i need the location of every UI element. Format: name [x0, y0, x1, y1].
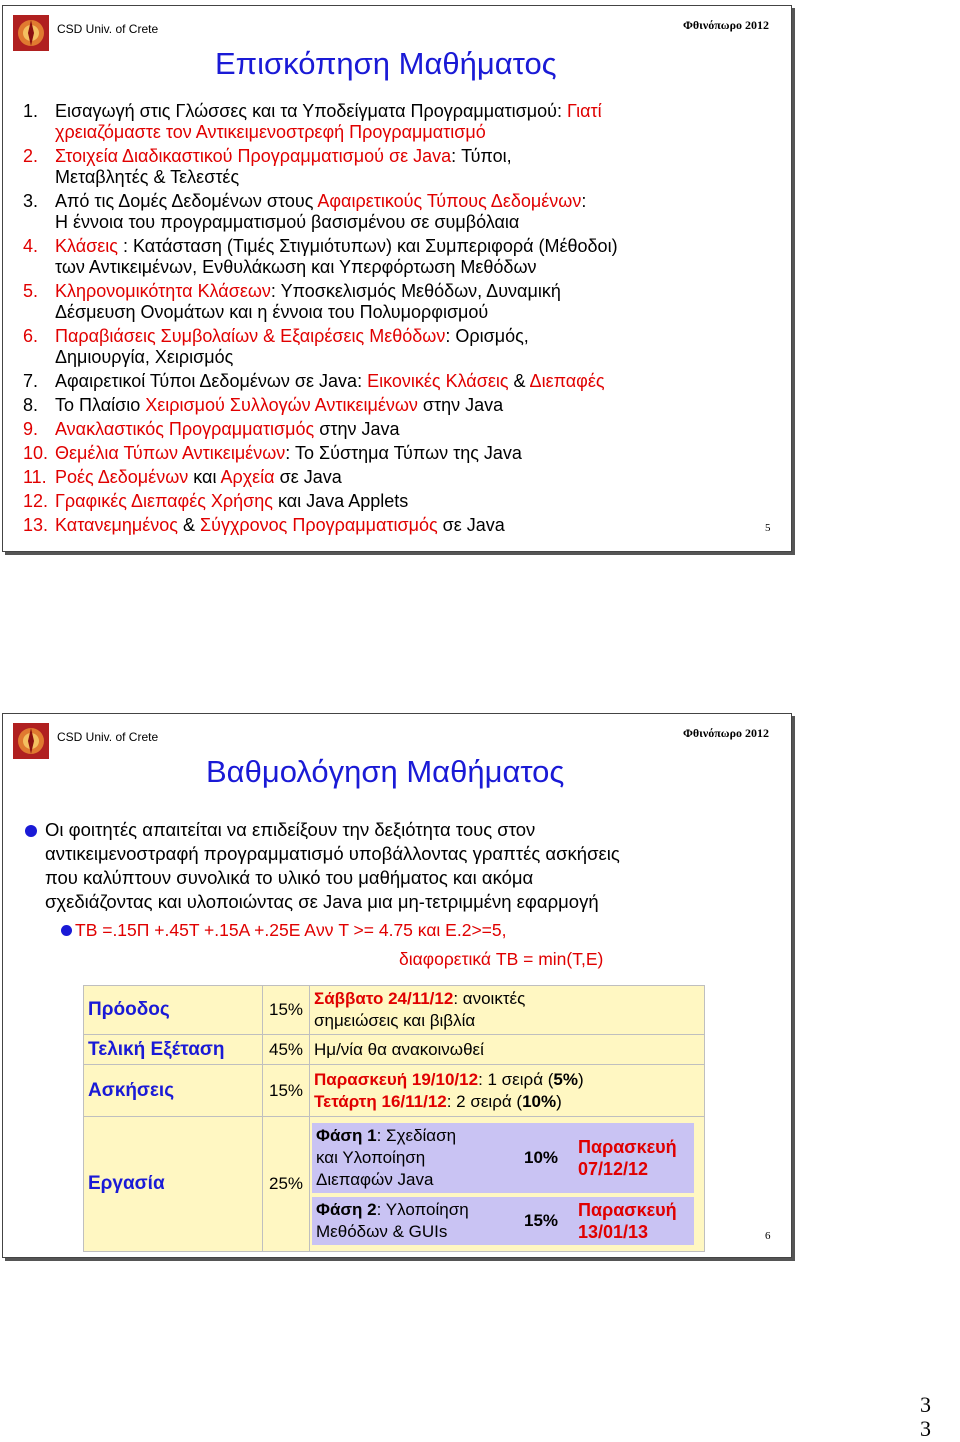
text-run: και: [188, 467, 221, 487]
phase-row: [312, 1123, 694, 1193]
text-run: Κληρονομικότητα Κλάσεων: [55, 281, 271, 301]
topic-number: 11.: [23, 467, 47, 487]
text-run: σε Java: [274, 467, 342, 487]
component-label: Εργασία: [84, 1117, 263, 1252]
slide-course-overview: [2, 5, 792, 552]
phase-line: [316, 1169, 516, 1191]
topic-text-line: [55, 101, 783, 122]
topic-number: 10.: [23, 443, 49, 463]
slide-number: 5: [765, 522, 771, 534]
text-run: : 2 σειρά (: [446, 1091, 523, 1111]
topic-item: [23, 146, 783, 188]
details-line: [314, 1039, 700, 1061]
bullet-icon: [61, 925, 72, 936]
topic-number: 5.: [23, 281, 39, 301]
component-details: [310, 1035, 705, 1065]
deadline-line: 13/01/13: [578, 1222, 649, 1242]
text-run: Το Πλαίσιο: [55, 395, 146, 415]
text-run: Γραφικές Διεπαφές Χρήσης: [55, 491, 273, 511]
topic-number: 1.: [23, 101, 39, 121]
phase-row: [312, 1197, 694, 1245]
table-row: [84, 1065, 705, 1117]
topic-item: [23, 443, 783, 464]
text-run: Μεθόδων & GUIs: [316, 1222, 448, 1241]
phase-line: [316, 1147, 516, 1169]
table-row: [84, 1035, 705, 1065]
text-run: Φάση 2: [316, 1200, 377, 1219]
topic-number: 13.: [23, 515, 49, 535]
text-run: : Υλοποίηση: [376, 1200, 469, 1219]
phase-line: [316, 1221, 516, 1243]
grade-formula-otherwise: διαφορετικά TB = min(T,E): [399, 949, 604, 969]
phase-line: [316, 1125, 516, 1147]
text-run: ): [578, 1069, 584, 1089]
text-run: Τετάρτη 16/11/12: [314, 1091, 447, 1111]
component-details: [310, 1065, 705, 1117]
phase-deadline: [574, 1123, 694, 1193]
component-weight: 15%: [263, 1065, 310, 1117]
topic-number: 4.: [23, 236, 39, 256]
deadline-line: Παρασκευή: [578, 1200, 677, 1220]
text-run: 5%: [553, 1069, 578, 1089]
text-run: και Java Applets: [272, 491, 409, 511]
table-row: [84, 1117, 705, 1252]
phase-line: [316, 1199, 516, 1221]
text-run: Ροές Δεδομένων: [55, 467, 189, 487]
topic-number: 6.: [23, 326, 39, 346]
phase-description: [312, 1197, 520, 1245]
text-run: Παρασκευή 19/10/12: [314, 1069, 479, 1089]
topic-text-line: [55, 236, 783, 257]
topic-item: [23, 281, 783, 323]
details-line: [314, 988, 700, 1010]
component-weight: 45%: [263, 1035, 310, 1065]
component-details: [310, 1117, 705, 1252]
topic-number: 8.: [23, 395, 39, 415]
text-run: Ανακλαστικός Προγραμματισμός: [55, 419, 315, 439]
header-institution: CSD Univ. of Crete: [57, 730, 159, 744]
header-semester: Φθινόπωρο 2012: [682, 18, 769, 32]
phases-table: [312, 1119, 694, 1249]
text-run: Διεπαφές: [529, 371, 605, 391]
text-run: Διεπαφών Java: [316, 1170, 434, 1189]
document-page-number-repeat: 3: [920, 1416, 931, 1441]
header-semester: Φθινόπωρο 2012: [682, 726, 769, 740]
text-run: : Το Σύστημα Τύπων της Java: [285, 443, 522, 463]
text-run: : Υποσκελισμός Μεθόδων, Δυναμική: [270, 281, 561, 301]
topic-text-line: [55, 467, 783, 488]
text-run: &: [177, 515, 200, 535]
topic-text-line: [55, 122, 783, 143]
slide-number: 6: [765, 1230, 771, 1242]
text-run: Θεμέλια Τύπων Αντικειμένων: [55, 443, 286, 463]
text-run: στην Java: [314, 419, 400, 439]
phase-weight: 15%: [520, 1197, 574, 1245]
component-weight: 15%: [263, 986, 310, 1035]
text-run: Δέσμευση Ονομάτων και η έννοια του Πολυμορφισμού: [55, 302, 489, 322]
text-run: Κλάσεις: [55, 236, 118, 256]
table-row: [84, 986, 705, 1035]
deadline-line: Παρασκευή: [578, 1137, 677, 1157]
topic-text-line: [55, 167, 783, 188]
text-run: :: [581, 191, 587, 211]
university-logo-icon: [13, 723, 49, 759]
text-run: Στοιχεία Διαδικαστικού Προγραμματισμού σε Java: [55, 146, 452, 166]
description-line: σχεδιάζοντας και υλοποιώντας σε Java μια μη-τετριμμένη εφαρμογή: [45, 891, 599, 912]
topic-text-line: [55, 212, 783, 233]
topic-text-line: [55, 302, 783, 323]
topic-text-line: [55, 491, 783, 512]
details-line: [314, 1091, 700, 1113]
text-run: Μεταβλητές & Τελεστές: [55, 167, 240, 187]
topic-item: [23, 515, 783, 536]
topic-item: [23, 491, 783, 512]
topic-number: 3.: [23, 191, 39, 211]
description-line: που καλύπτουν συνολικά το υλικό του μαθήματος και ακόμα: [45, 867, 534, 888]
topic-text-line: [55, 347, 783, 368]
topic-number: 7.: [23, 371, 39, 391]
course-topics-list: [23, 101, 783, 539]
topic-item: [23, 395, 783, 416]
text-run: Δημιουργία, Χειρισμός: [55, 347, 234, 367]
text-run: ): [556, 1091, 562, 1111]
topic-item: [23, 191, 783, 233]
university-logo-icon: [13, 15, 49, 51]
topic-item: [23, 101, 783, 143]
topic-text-line: [55, 257, 783, 278]
text-run: Φάση 1: [316, 1126, 377, 1145]
topic-number: 2.: [23, 146, 39, 166]
bullet-icon: [25, 825, 37, 837]
component-label: Τελική Εξέταση: [84, 1035, 263, 1065]
grading-description: [45, 818, 785, 914]
component-details: [310, 986, 705, 1035]
text-run: : Τύποι,: [451, 146, 512, 166]
topic-number: 12.: [23, 491, 49, 511]
component-weight: 25%: [263, 1117, 310, 1252]
text-run: Από τις Δομές Δεδομένων στους: [55, 191, 318, 211]
topic-item: [23, 371, 783, 392]
text-run: : Κατάσταση (Τιμές Στιγμιότυπων) και Συμπεριφορά (Μέθοδοι): [117, 236, 618, 256]
text-run: σημειώσεις και βιβλία: [314, 1011, 476, 1030]
text-run: Ημ/νία θα ανακοινωθεί: [314, 1039, 484, 1059]
details-line: [314, 1069, 700, 1091]
text-run: Σύγχρονος Προγραμματισμός: [199, 515, 438, 535]
text-run: των Αντικειμένων, Ενθυλάκωση και Υπερφόρτωση Μεθόδων: [55, 257, 537, 277]
text-run: στην Java: [417, 395, 504, 415]
text-run: Αφαιρετικούς Τύπους Δεδομένων: [317, 191, 582, 211]
component-label: Πρόοδος: [84, 986, 263, 1035]
topic-text-line: [55, 191, 783, 212]
text-run: χρειαζόμαστε τον Αντικειμενοστρεφή Προγραμματισμό: [55, 122, 486, 142]
topic-text-line: [55, 515, 783, 536]
topic-item: [23, 419, 783, 440]
text-run: Αφαιρετικοί Τύποι Δεδομένων σε Java:: [55, 371, 368, 391]
phase-description: [312, 1123, 520, 1193]
text-run: σε Java: [437, 515, 505, 535]
slide-course-grading: [2, 713, 792, 1258]
header-institution: CSD Univ. of Crete: [57, 22, 159, 36]
slide-title: Επισκόπηση Μαθήματος: [215, 46, 557, 81]
topic-text-line: [55, 395, 783, 416]
deadline-line: 07/12/12: [578, 1159, 649, 1179]
description-line: αντικειμενοστραφή προγραμματισμό υποβάλλοντας γραπτές ασκήσεις: [45, 843, 620, 864]
document-page-number: 3: [920, 1392, 931, 1417]
phase-deadline: [574, 1197, 694, 1245]
text-run: : ανοικτές: [453, 989, 526, 1008]
slide-title: Βαθμολόγηση Μαθήματος: [206, 754, 565, 789]
text-run: Εισαγωγή στις Γλώσσες και τα Υποδείγματα Προγραμματισμού:: [55, 101, 567, 121]
text-run: Γιατί: [566, 101, 602, 121]
text-run: : 1 σειρά (: [478, 1069, 554, 1089]
text-run: και Υλοποίηση: [316, 1148, 426, 1167]
grade-formula-line1: TB =.15Π +.45T +.15A +.25E Aνν T >= 4.75 και E.2>=5,: [75, 920, 507, 940]
topic-text-line: [55, 326, 783, 347]
topic-text-line: [55, 419, 783, 440]
text-run: 10%: [522, 1091, 557, 1111]
phase-weight: 10%: [520, 1123, 574, 1193]
topic-number: 9.: [23, 419, 39, 439]
text-run: Χειρισμού Συλλογών Αντικειμένων: [145, 395, 418, 415]
topic-item: [23, 467, 783, 488]
details-line: [314, 1010, 700, 1032]
description-line: Οι φοιτητές απαιτείται να επιδείξουν την δεξιότητα τους στον: [45, 819, 536, 840]
text-run: : Ορισμός,: [445, 326, 529, 346]
text-run: Παραβιάσεις Συμβολαίων & Εξαιρέσεις Μεθόδων: [55, 326, 446, 346]
text-run: Κατανεμημένος: [55, 515, 178, 535]
topic-text-line: [55, 371, 783, 392]
topic-item: [23, 326, 783, 368]
grade-formula: [75, 918, 506, 942]
text-run: Αρχεία: [220, 467, 275, 487]
grading-table: [83, 985, 705, 1252]
text-run: Εικονικές Κλάσεις: [367, 371, 509, 391]
component-label: Ασκήσεις: [84, 1065, 263, 1117]
topic-text-line: [55, 281, 783, 302]
text-run: : Σχεδίαση: [376, 1126, 457, 1145]
topic-item: [23, 236, 783, 278]
text-run: Σάββατο 24/11/12: [314, 989, 454, 1008]
topic-text-line: [55, 146, 783, 167]
text-run: Η έννοια του προγραμματισμού βασισμένου σε συμβόλαια: [55, 212, 520, 232]
topic-text-line: [55, 443, 783, 464]
text-run: &: [508, 371, 530, 391]
